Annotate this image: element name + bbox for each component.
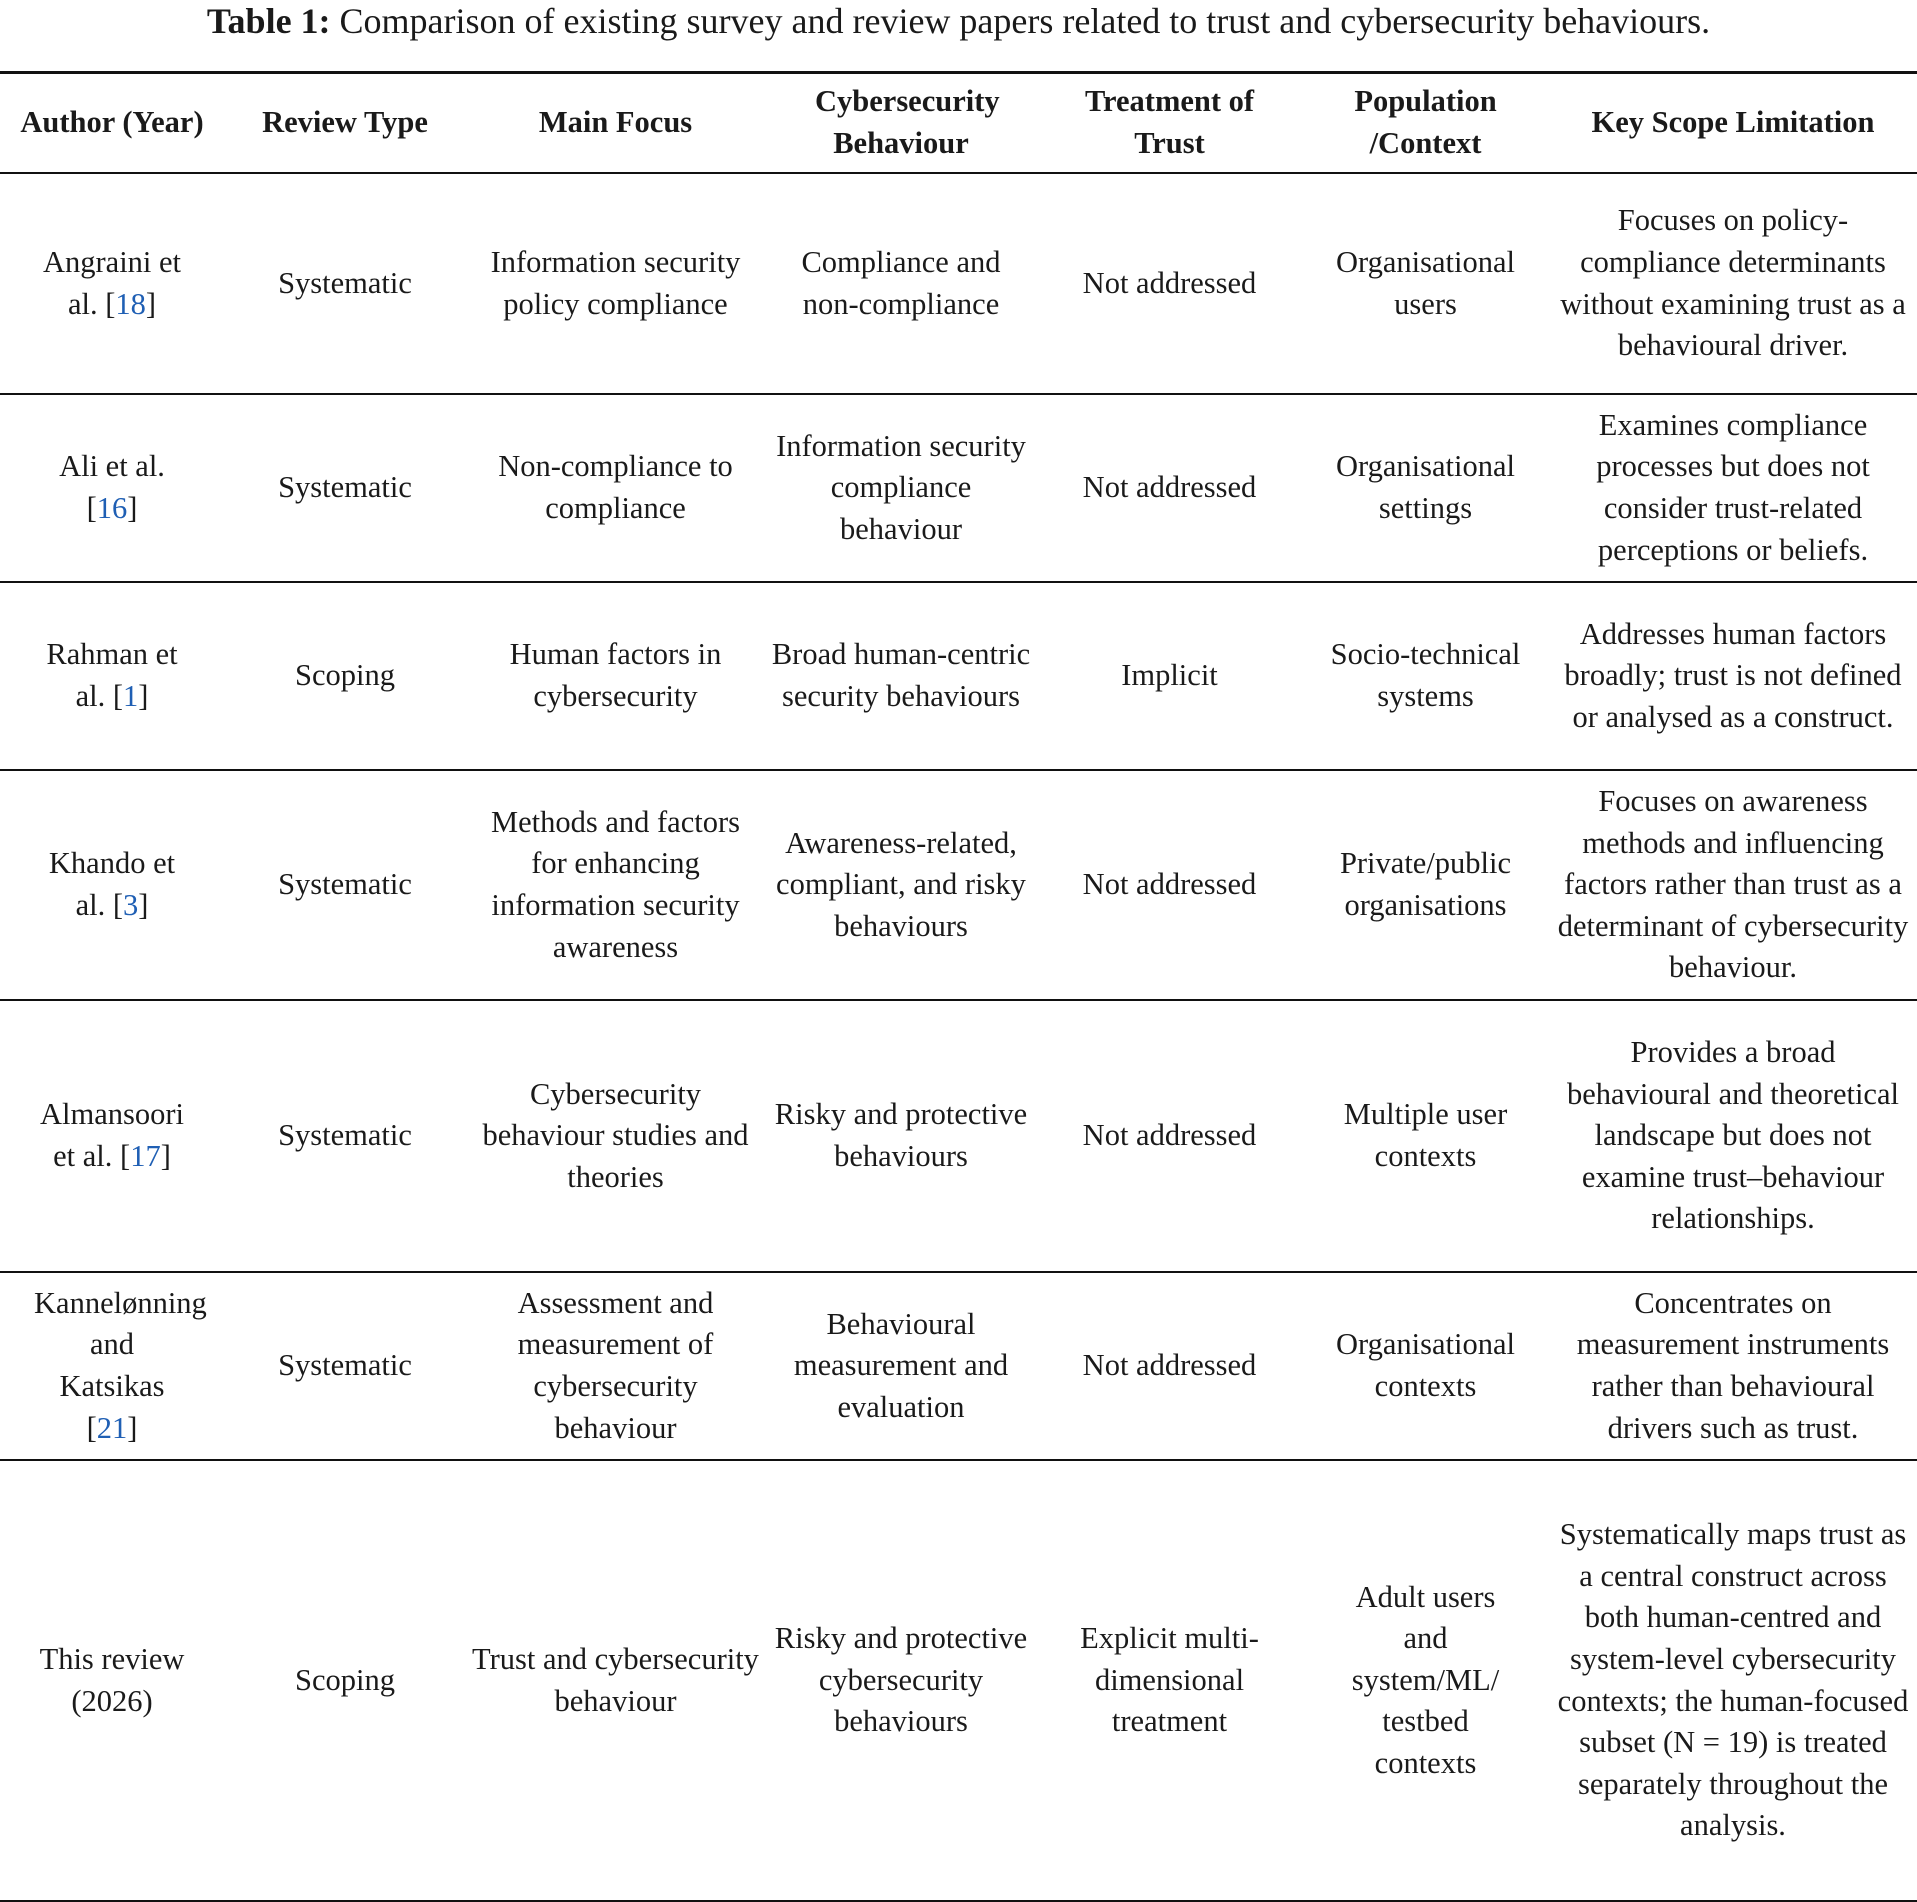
table-row xyxy=(0,394,1917,582)
cell-population-context: Multiple user contexts xyxy=(1343,1097,1508,1173)
citation-link[interactable]: 3 xyxy=(123,888,139,922)
cell-review-type: Scoping xyxy=(295,658,395,693)
cell-population-context: Organisational settings xyxy=(1335,449,1515,525)
cell-key-scope-limitation: Addresses human factors broadly; trust is not defined or analysed as a construct. xyxy=(1564,616,1902,734)
cell-cybersecurity-behaviour: Risky and protective behaviours xyxy=(774,1097,1028,1173)
cell-key-scope-limitation: Focuses on awareness methods and influencing factors rather than trust as a determinant of cybersecurity behaviour. xyxy=(1557,784,1909,985)
cell-review-type: Systematic xyxy=(278,1118,412,1153)
cell-treatment-of-trust: Not addressed xyxy=(1082,1118,1257,1153)
cell-review-type: Systematic xyxy=(278,867,412,902)
cell-treatment-of-trust: Implicit xyxy=(1121,658,1218,693)
cell-population-context: Organisational users xyxy=(1335,244,1515,321)
cell-treatment-of-trust: Not addressed xyxy=(1082,1348,1257,1383)
cell-cybersecurity-behaviour: Information security compliance behaviour xyxy=(776,428,1026,546)
author-name: Kannelønning and Katsikas xyxy=(34,1285,207,1403)
cell-main-focus: Cybersecurity behaviour studies and theories xyxy=(482,1076,749,1194)
author-name: This review (2026) xyxy=(39,1641,185,1718)
cell-cybersecurity-behaviour: Risky and protective cybersecurity behaviours xyxy=(774,1621,1028,1739)
caption-text: Comparison of existing survey and review papers related to trust and cybersecurity behaviours. xyxy=(330,1,1711,41)
header-review-type: Review Type xyxy=(262,105,428,140)
table-row xyxy=(0,770,1917,1000)
header-population-context: Population /Context xyxy=(1354,84,1497,160)
cell-author: Rahman et al. [1] xyxy=(46,637,178,713)
header-key-scope-limitation: Key Scope Limitation xyxy=(1591,105,1875,140)
cell-treatment-of-trust: Not addressed xyxy=(1082,265,1257,300)
citation-link[interactable]: 1 xyxy=(123,679,139,713)
caption-label: Table 1: xyxy=(206,1,331,41)
author-name: Almansoori et al. xyxy=(39,1097,184,1173)
cell-review-type: Scoping xyxy=(295,1662,395,1697)
cell-cybersecurity-behaviour: Awareness-related, compliant, and risky behaviours xyxy=(776,825,1026,943)
cell-author: Almansoori et al. [17] xyxy=(39,1097,184,1173)
cell-population-context: Socio-technical systems xyxy=(1330,637,1521,713)
header-row xyxy=(0,73,1917,174)
cell-main-focus: Methods and factors for enhancing information security awareness xyxy=(490,804,741,964)
citation-link[interactable]: 16 xyxy=(96,491,128,525)
author-name: Ali et al. xyxy=(59,449,165,484)
cell-review-type: Systematic xyxy=(278,470,412,505)
cell-cybersecurity-behaviour: Broad human-centric security behaviours xyxy=(771,637,1031,713)
cell-main-focus: Assessment and measurement of cybersecurity behaviour xyxy=(517,1285,714,1445)
cell-population-context: Organisational contexts xyxy=(1335,1327,1515,1403)
table-row xyxy=(0,173,1917,394)
cell-cybersecurity-behaviour: Compliance and non-compliance xyxy=(801,244,1001,321)
cell-review-type: Systematic xyxy=(278,1348,412,1383)
author-name: Angraini et al. xyxy=(42,244,182,321)
table-caption xyxy=(0,0,1917,46)
cell-population-context: Adult users and system/ML/ testbed contexts xyxy=(1351,1579,1500,1780)
cell-key-scope-limitation: Systematically maps trust as a central construct across both human-centred and system-level cybersecurity contexts; the human-focused subset (N = 19) is treated separately throughout the analysis. xyxy=(1557,1517,1909,1843)
cell-author xyxy=(0,1460,224,1901)
cell-key-scope-limitation: Provides a broad behavioural and theoretical landscape but does not examine trust–behaviour relationships. xyxy=(1567,1035,1899,1236)
cell-author: Kannelønning and Katsikas [21] xyxy=(34,1285,207,1445)
cell-key-scope-limitation: Focuses on policy-compliance determinants without examining trust as a behavioural driver. xyxy=(1560,203,1906,363)
header-main-focus: Main Focus xyxy=(538,105,693,140)
table-row xyxy=(0,1000,1917,1272)
cell-population-context: Private/public organisations xyxy=(1339,846,1512,922)
cell-author: Khando et al. [3] xyxy=(48,846,176,922)
citation-link[interactable]: 18 xyxy=(115,286,146,321)
cell-treatment-of-trust: Not addressed xyxy=(1082,470,1257,505)
comparison-table xyxy=(0,71,1917,1902)
author-name: Khando et al. xyxy=(48,846,176,922)
table-row xyxy=(0,582,1917,770)
cell-main-focus: Non-compliance to compliance xyxy=(498,449,733,525)
citation-link[interactable]: 21 xyxy=(96,1410,128,1445)
table-body xyxy=(0,173,1917,1901)
cell-treatment-of-trust: Explicit multi-dimensional treatment xyxy=(1080,1621,1259,1739)
cell-author: Ali et al. [16] xyxy=(59,449,165,525)
citation-link[interactable]: 17 xyxy=(130,1139,161,1173)
cell-main-focus: Information security policy compliance xyxy=(490,244,741,321)
cell-review-type: Systematic xyxy=(278,265,412,300)
cell-cybersecurity-behaviour: Behavioural measurement and evaluation xyxy=(793,1306,1009,1424)
cell-main-focus: Trust and cybersecurity behaviour xyxy=(472,1641,759,1718)
table-row xyxy=(0,1272,1917,1460)
cell-key-scope-limitation: Concentrates on measurement instruments rather than behavioural drivers such as trust. xyxy=(1576,1285,1890,1445)
cell-author: Angraini et al. [18] xyxy=(42,244,182,321)
cell-treatment-of-trust: Not addressed xyxy=(1082,867,1257,902)
table-row xyxy=(0,1460,1917,1901)
cell-main-focus: Human factors in cybersecurity xyxy=(509,637,722,713)
author-name: Rahman et al. xyxy=(46,637,178,713)
header-cybersecurity-behaviour: Cybersecurity Behaviour xyxy=(815,84,1000,160)
header-treatment-of-trust: Treatment of Trust xyxy=(1084,84,1255,160)
cell-key-scope-limitation: Examines compliance processes but does not consider trust-related perceptions or beliefs. xyxy=(1596,407,1870,567)
header-author: Author (Year) xyxy=(20,105,204,140)
